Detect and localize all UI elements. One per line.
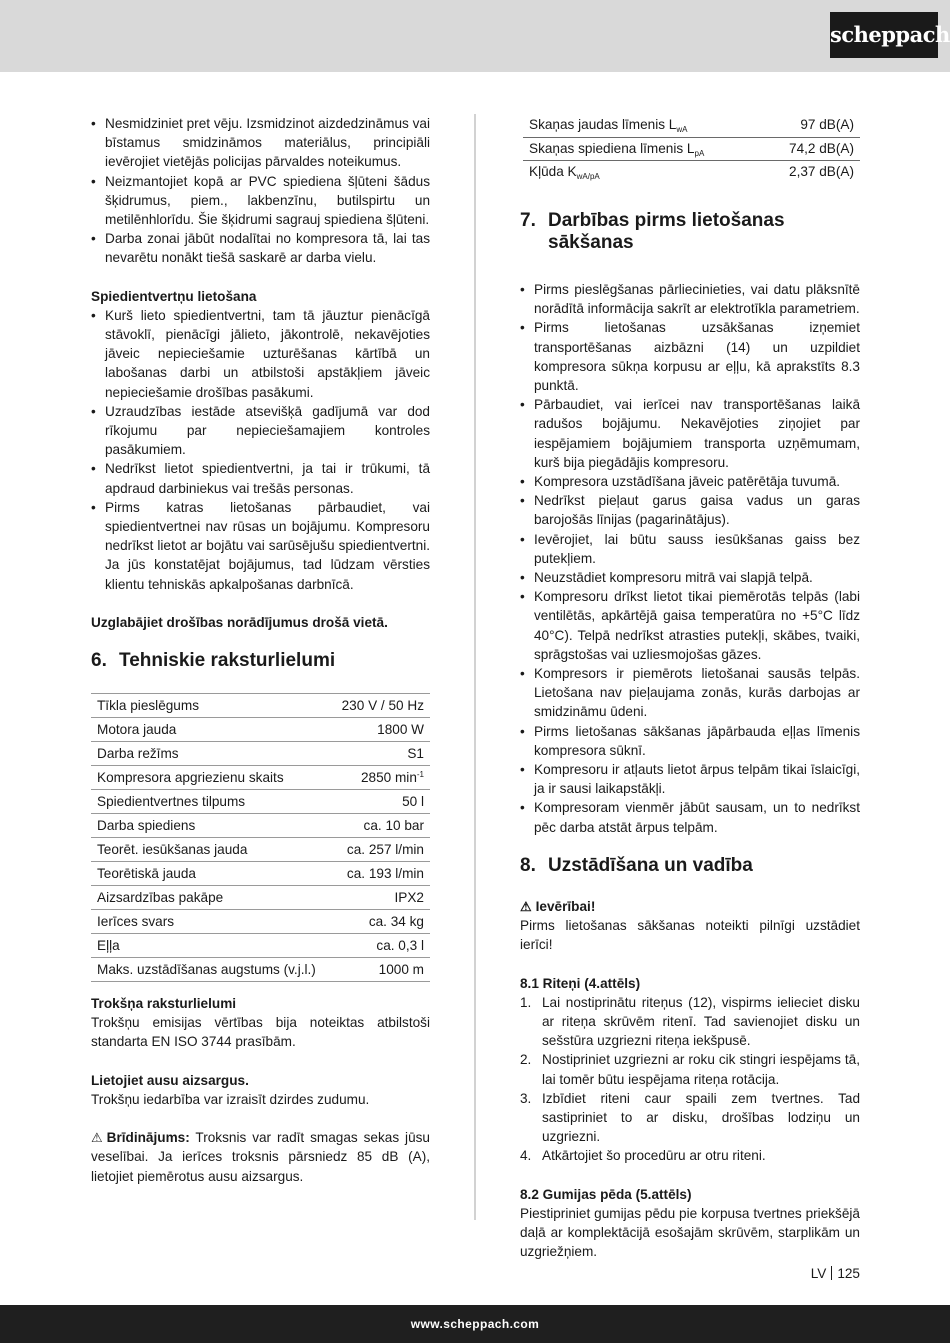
page-number (790, 1264, 860, 1283)
section-7-heading (520, 210, 860, 254)
rubber-foot-text: Piestipriniet gumijas pēdu pie korpusa tvertnes priekšējā daļā ar komplektācijā esošajām skrūvēm, starplikām un uzgriežņiem. (520, 1205, 860, 1260)
spec-label: Teorētiskā jauda (91, 862, 332, 886)
spec-value: ca. 257 l/min (332, 838, 430, 862)
section-title: Uzstādīšana un vadība (548, 854, 753, 876)
spec-value: ca. 10 bar (332, 814, 430, 838)
intro-bullet-list (91, 114, 430, 268)
warning-label: Brīdinājums: (106, 1130, 190, 1146)
list-item: • Nedrīkst lietot spiedientvertni, ja tai ir trūkumi, tā apdraud darbiniekus vai trešās personas. (91, 459, 430, 497)
section-title: Tehniskie raksturlielumi (119, 650, 336, 672)
spec-value: ca. 34 kg (332, 910, 430, 934)
list-item: • Darba zonai jābūt nodalītai no kompresora tā, lai tas nevarētu nonākt tiešā saskarē ar darba vielu. (91, 229, 430, 267)
table-row (91, 790, 430, 814)
right-column (520, 114, 860, 1261)
noise-label: Skaņas jaudas līmenis $L_{wA}$ (523, 114, 762, 137)
page-number-value: 125 (837, 1266, 860, 1281)
list-item: • Pirms lietošanas sākšanas jāpārbauda eļļas līmenis kompresora sūknī. (520, 722, 860, 760)
spec-label: Ierīces svars (91, 910, 332, 934)
list-item: 3. Izbīdiet riteni caur spaili zem tvertnes. Tad sastipriniet to ar disku, drošības lodziņu un uzgriezni. (520, 1090, 860, 1145)
noise-heading: Trokšņa raksturlielumi (91, 996, 237, 1012)
spec-value: 2850 $\min^{-1}$ (332, 766, 430, 790)
list-item: • Kompresoru drīkst lietot tikai piemērotās telpās (labi ventilētās, apkārtējā gaisa temperatūra no +5°C līdz 40°C). Telpā nedrīkst atrasties putekļi, skābes, tvaiki, sprāgstošas vai uzliesmojošas gāzes. (520, 587, 860, 664)
list-item: • Kompresoram vienmēr jābūt sausam, un to nedrīkst pēc darba atstāt ārpus telpām. (520, 798, 860, 836)
list-item: • Kompresora uzstādīšana jāveic patērētāja tuvumā. (520, 472, 860, 491)
list-item: • Ievērojiet, lai būtu sauss iesūkšanas gaiss bez putekļiem. (520, 530, 860, 568)
warning-triangle-icon: ⚠ (91, 1130, 103, 1146)
tank-bullet-list (91, 306, 430, 594)
spec-value: S1 (332, 742, 430, 766)
footer-bar (0, 1305, 950, 1343)
rubber-foot-heading: 8.2 Gumijas pēda (5.attēls) (520, 1186, 692, 1202)
attention-text: Pirms lietošanas sākšanas noteikti pilnīgi uzstādiet ierīci! (520, 918, 860, 953)
spec-value: 50 l (332, 790, 430, 814)
ear-protection-heading: Lietojiet ausu aizsargus. (91, 1072, 249, 1088)
header-bar (0, 0, 950, 72)
noise-value: 2,37 dB(A) (789, 163, 854, 179)
table-row (523, 137, 860, 160)
list-item: • Pirms pieslēgšanas pārliecinieties, vai datu plāksnītē norādītā informācija sakrīt ar elektrotīkla parametriem. (520, 280, 860, 318)
technical-data-table (91, 693, 430, 982)
spec-label: Maks. uzstādīšanas augstums (v.j.l.) (91, 958, 332, 982)
table-row (91, 934, 430, 958)
left-column (91, 114, 430, 1186)
spec-value: ca. 0,3 l (332, 934, 430, 958)
keep-safe-note: Uzglabājiet drošības norādījumus drošā vietā. (91, 614, 388, 630)
list-item: • Uzraudzības iestāde atsevišķā gadījumā var dod rīkojumu par nepieciešamajiem kontroles pasākumiem. (91, 402, 430, 460)
spec-label: Tīkla pieslēgums (91, 694, 332, 718)
warning-paragraph (91, 1128, 430, 1186)
list-item: • Pārbaudiet, vai ierīcei nav transportēšanas laikā radušos bojājumu. Nekavējoties ziņojiet par iespējamiem bojājumiem transporta uzņēmumam, kurš bija piegādājis kompresoru. (520, 395, 860, 472)
warning-text: Troksnis var radīt smagas sekas jūsu veselībai. Ja ierīces troksnis pārsniedz 85 dB (A), lietojiet piemērotus ausu aizsargus. (91, 1130, 430, 1184)
spec-label: Kompresora apgriezienu skaits (91, 766, 332, 790)
noise-value: 74,2 dB(A) (762, 137, 860, 160)
table-row (91, 910, 430, 934)
noise-values-table (523, 114, 860, 183)
warning-triangle-icon: ⚠ (520, 898, 532, 914)
spec-label: Darba spiediens (91, 814, 332, 838)
list-item: • Neuzstādiet kompresoru mitrā vai slapjā telpā. (520, 568, 860, 587)
noise-text: Trokšņu emisijas vērtības bija noteiktas atbilstoši standarta EN ISO 3744 prasībām. (91, 1015, 430, 1050)
preparation-bullet-list (520, 280, 860, 837)
list-item: • Pirms katras lietošanas pārbaudiet, vai spiedientvertnei nav rūsas un bojājumu. Kompresoru nedrīkst lietot ar bojātu vai sarūsējušu spiedientvertni. Ja jūs konstatējat bojājumus, tad lūdzam vērsties klientu tehniskās apkalpošanas darbnīcā. (91, 498, 430, 594)
attention-heading: ⚠ Ievērībai! (520, 897, 860, 916)
noise-value: 97 dB(A) (762, 114, 860, 137)
list-item: 4. Atkārtojiet šo procedūru ar otru riteni. (520, 1148, 766, 1164)
table-row (91, 838, 430, 862)
spec-label: Eļļa (91, 934, 332, 958)
list-item: • Nesmidziniet pret vēju. Izsmidzinot aizdedzināmus vai bīstamus smidzināmos materiālus, principiāli ievērojiet vietējās policijas pārvaldes noteikumus. (91, 114, 430, 172)
list-item: 2. Nostipriniet uzgriezni ar roku cik stingri iespējams tā, lai tomēr būtu iespējama riteņa rotācija. (520, 1052, 860, 1087)
column-divider (474, 114, 476, 1220)
spec-value: ca. 193 l/min (332, 862, 430, 886)
list-item: • Nedrīkst pieļaut garus gaisa vadus un garas barojošās līnijas (pagarinātājus). (520, 491, 860, 529)
wheels-step-list (520, 993, 860, 1166)
section-6-heading (91, 650, 430, 672)
table-row (91, 862, 430, 886)
list-item: • Neizmantojiet kopā ar PVC spiediena šļūteni šādus šķidrumus, piem., lakbenzīnu, butilspirtu un metilēnhlorīdu. Šie šķidrumi sagrauj spiediena šļūteni. (91, 172, 430, 230)
table-row (523, 160, 860, 183)
table-row (91, 742, 430, 766)
list-item: • Pirms lietošanas uzsākšanas izņemiet transportēšanas aizbāzni (14) un uzpildiet kompresora sūkņa korpusu ar eļļu, kā aprakstīts 8.3 punktā. (520, 318, 860, 395)
spec-label: Motora jauda (91, 718, 332, 742)
tank-use-heading: Spiedientvertņu lietošana (91, 288, 257, 304)
ear-protection-text: Trokšņu iedarbība var izraisīt dzirdes zudumu. (91, 1091, 370, 1107)
section-number: 6. (91, 650, 107, 672)
list-item: • Kompresoru ir atļauts lietot ārpus telpām tikai īslaicīgi, ja ir sausi laikapstākļi. (520, 760, 860, 798)
spec-value: 1000 m (332, 958, 430, 982)
spec-label: Darba režīms (91, 742, 332, 766)
spec-label: Spiedientvertnes tilpums (91, 790, 332, 814)
section-number: 8. (520, 854, 536, 876)
table-row (523, 114, 860, 137)
language-code: LV (810, 1266, 827, 1281)
noise-label: Kļūda $K_{wA/pA}$ (529, 163, 600, 181)
table-row (91, 958, 430, 982)
spec-label: Aizsardzības pakāpe (91, 886, 332, 910)
list-item: 1. Lai nostiprinātu riteņus (12), vispirms ielieciet disku ar riteņa skrūvēm ritenī. Tad savienojiet disku un sešstūra uzgriezni riteņa iekšpusē. (520, 994, 860, 1049)
noise-label: Skaņas spiediena līmenis $L_{pA}$ (523, 137, 762, 160)
table-row (91, 886, 430, 910)
brand-logo: scheppach (830, 12, 938, 58)
section-number: 7. (520, 210, 536, 231)
list-item: • Kompresors ir piemērots lietošanai sausās telpās. Lietošana nav pieļaujama zonās, kurās darbojas ar smidzināmu ūdeni. (520, 664, 860, 722)
table-row (91, 814, 430, 838)
spec-value: 230 V / 50 Hz (332, 694, 430, 718)
table-row (91, 694, 430, 718)
spec-value: 1800 W (332, 718, 430, 742)
spec-value: IPX2 (332, 886, 430, 910)
wheels-heading: 8.1 Riteņi (4.attēls) (520, 975, 641, 991)
section-title: Darbības pirms lietošanas sākšanas (548, 210, 785, 253)
spec-label: Teorēt. iesūkšanas jauda (91, 838, 332, 862)
table-row (91, 718, 430, 742)
table-row (91, 766, 430, 790)
website-link[interactable]: www.scheppach.com (410, 1317, 540, 1331)
list-item: • Kurš lieto spiedientvertni, tam tā jāuztur pienācīgā stāvoklī, pienācīgi jālieto, jākontrolē, nekavējoties jāveic nepieciešamie uzturēšanas kārtībā un labošanas darbi un atbilstoši apstākļiem jāveic nepieciešamie drošības pasākumi. (91, 306, 430, 402)
section-8-heading (520, 855, 860, 877)
